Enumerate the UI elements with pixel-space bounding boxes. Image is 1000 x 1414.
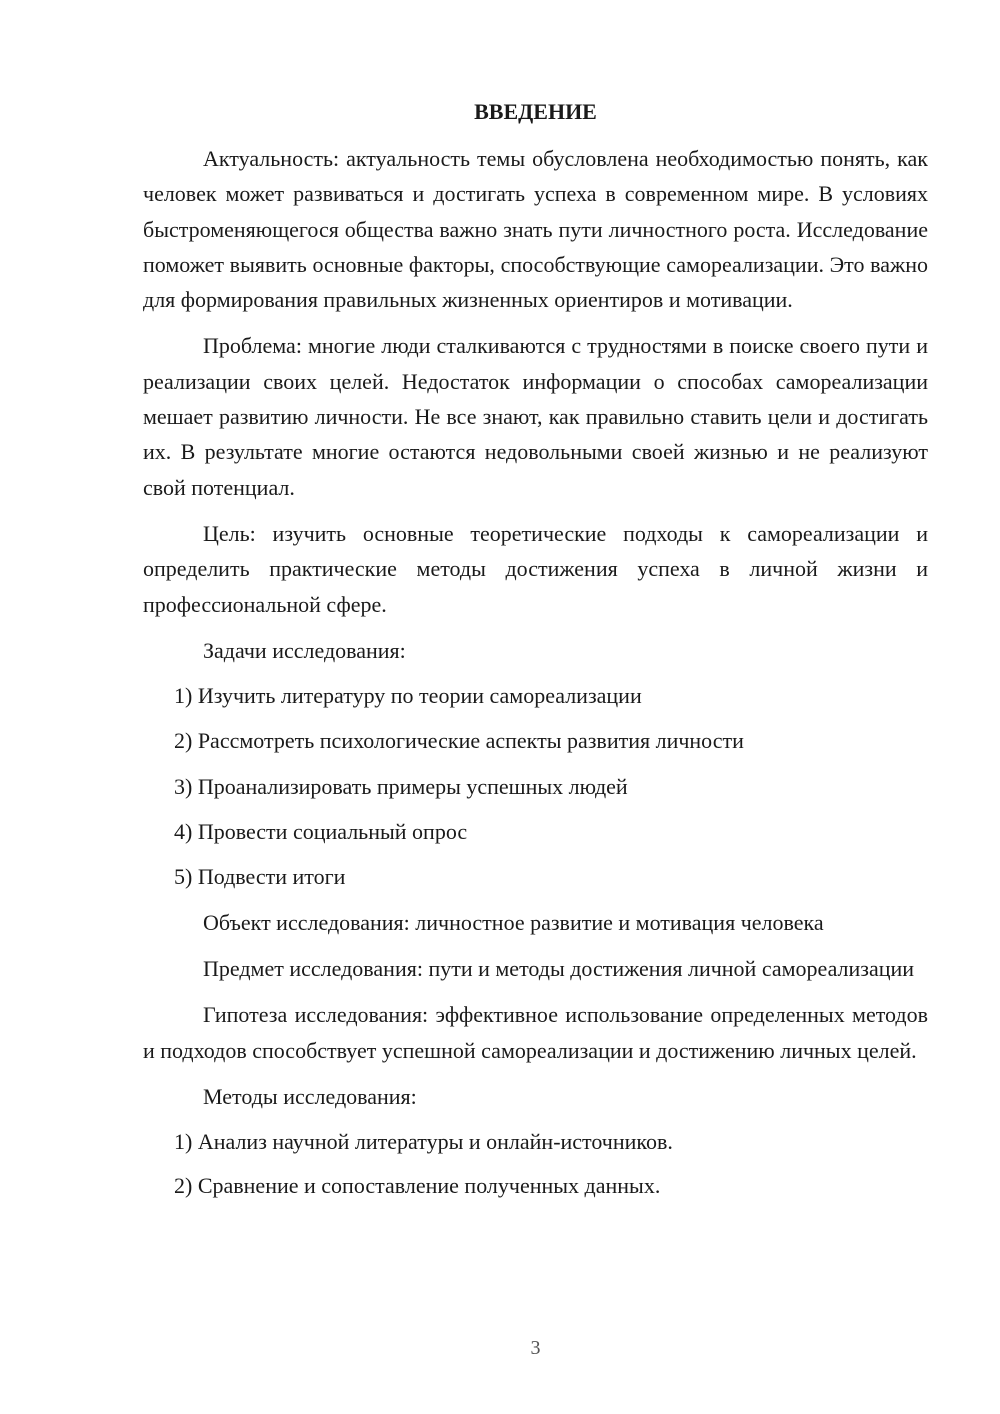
page-number: 3: [530, 1337, 541, 1359]
tasks-label: Задачи исследования:: [203, 637, 406, 663]
list-item: 5) Подвести итоги: [174, 864, 346, 890]
goal-paragraph: Цель: изучить основные теоретические подходы к самореализации и определить практические методы достижения успеха в личной жизни и профессиональной сфере.: [143, 520, 928, 617]
page-content: [143, 94, 928, 1213]
subject-paragraph: Предмет исследования: пути и методы достижения личной самореализации: [203, 955, 915, 981]
list-item: 4) Провести социальный опрос: [174, 819, 468, 845]
list-item: 3) Проанализировать примеры успешных людей: [174, 773, 628, 799]
hypothesis-paragraph: Гипотеза исследования: эффективное использование определенных методов и подходов способствует успешной самореализации и достижению личных целей.: [143, 1002, 928, 1063]
methods-label: Методы исследования:: [203, 1083, 417, 1109]
problem-paragraph: Проблема: многие люди сталкиваются с трудностями в поиске своего пути и реализации своих целей. Недостаток информации о способах самореализации мешает развитию личности. Не все знают, как правильно ставить цели и достигать их. В результате многие остаются недовольными своей жизнью и не реализуют свой потенциал.: [143, 333, 928, 500]
methods-list: [143, 1124, 928, 1204]
relevance-paragraph: Актуальность: актуальность темы обусловлена необходимостью понять, как человек может развиваться и достигать успеха в современном мире. В условиях быстроменяющегося общества важно знать пути личностного роста. Исследование поможет выявить основные факторы, способствующие самореализации. Это важно для формирования правильных жизненных ориентиров и мотивации.: [143, 146, 928, 313]
list-item: 1) Анализ научной литературы и онлайн-источников.: [174, 1129, 673, 1155]
list-item: 1) Изучить литературу по теории самореализации: [174, 683, 642, 709]
list-item: 2) Рассмотреть психологические аспекты развития личности: [174, 728, 744, 754]
page-title: ВВЕДЕНИЕ: [474, 99, 597, 124]
list-item: 2) Сравнение и сопоставление полученных данных.: [174, 1173, 661, 1199]
tasks-list: [143, 678, 928, 894]
object-paragraph: Объект исследования: личностное развитие и мотивация человека: [203, 909, 824, 935]
